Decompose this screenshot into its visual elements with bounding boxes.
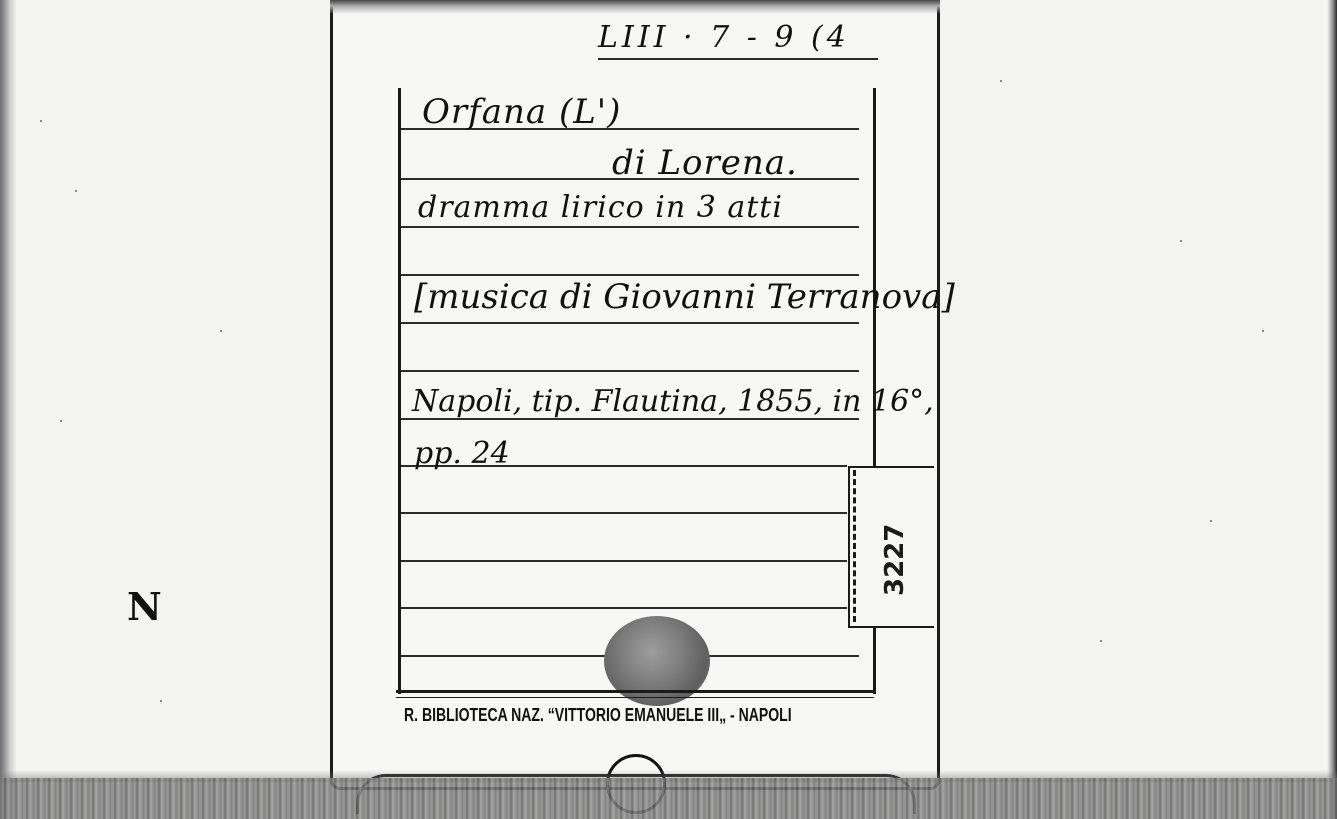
margin-letter: N [127, 584, 162, 629]
scan-speck [220, 330, 222, 332]
ruled-line [401, 370, 859, 372]
card-subtitle: dramma lirico in 3 atti [418, 190, 783, 225]
ruled-line [401, 512, 847, 514]
imprint-line-2: pp. 24 [414, 436, 510, 471]
music-credit: [musica di Giovanni Terranova] [414, 277, 955, 317]
scan-speck [1100, 640, 1102, 642]
scan-speck [1210, 520, 1212, 522]
ruled-line [401, 560, 847, 562]
scan-speck [1000, 80, 1002, 82]
scan-bottom-band [0, 778, 1337, 819]
imprint-line-1: Napoli, tip. Flautina, 1855, in 16°, [412, 384, 934, 419]
scan-right-edge [1327, 0, 1337, 819]
scan-speck [160, 700, 162, 702]
tab-number: 3227 [880, 523, 910, 597]
card-top-shadow [330, 0, 940, 14]
shelfmark-underline [598, 58, 878, 60]
library-imprint: R. BIBLIOTECA NAZ. “VITTORIO EMANUELE III„ - NAPOLI [404, 705, 792, 725]
scan-speck [60, 420, 62, 422]
footer-rule [396, 690, 874, 693]
scan-speck [1262, 330, 1264, 332]
tab-dashed-line [853, 470, 856, 622]
ruled-line [401, 274, 859, 276]
shelfmark: LIII · 7 - 9 (4 [598, 20, 850, 55]
ruled-line [401, 607, 847, 609]
ruled-line [401, 226, 859, 228]
ruled-line [401, 322, 859, 324]
scan-speck [40, 120, 42, 122]
card-title-line-1: Orfana (L') [422, 92, 622, 132]
footer-rule [396, 697, 874, 698]
scan-speck [1180, 240, 1182, 242]
scan-speck [75, 190, 77, 192]
card-title-line-2: di Lorena. [612, 143, 798, 183]
scan-left-edge [0, 0, 16, 819]
